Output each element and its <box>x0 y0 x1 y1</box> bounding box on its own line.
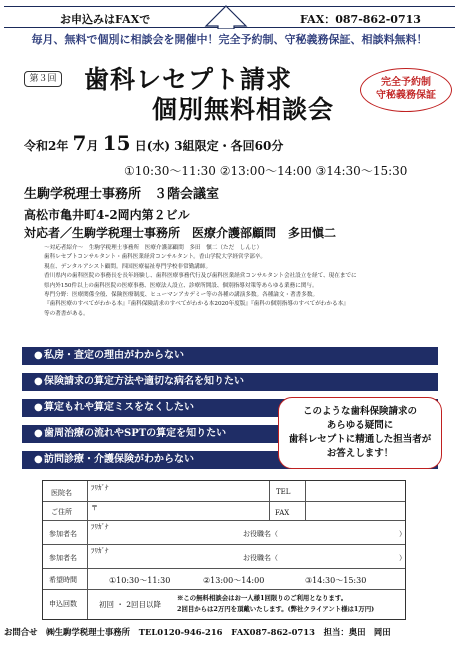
clinic-name-field[interactable] <box>91 491 265 500</box>
tel-label: TEL <box>276 488 291 496</box>
bullet-icon: ● <box>34 454 43 465</box>
title-line-1: 歯科レセプト請求 <box>84 65 293 94</box>
concern-item: ●保険請求の算定方法や適切な病名を知りたい <box>22 373 438 391</box>
date-weekday: (水) <box>146 139 171 153</box>
footer-tel: TEL0120-946-216 <box>138 627 223 637</box>
bullet-icon: ● <box>34 350 43 361</box>
footer-fax: FAX087-862-0713 <box>231 627 315 637</box>
arrow-up-icon <box>202 5 250 29</box>
date-month-unit: 月 <box>86 139 99 153</box>
date-month: 7 <box>72 131 87 155</box>
footer-staff: 担当：奥田 岡田 <box>323 627 391 637</box>
banner: 毎月、無料で個別に相談会を開催中！完全予約制、守秘義務保証、相談料無料！ <box>31 33 428 46</box>
time-label: 希望時間 <box>49 576 77 584</box>
fax-field[interactable] <box>309 503 403 518</box>
callout-line-2: あらゆる疑問に <box>326 420 394 431</box>
session-tag: 第３回 <box>24 71 62 87</box>
postal-mark: 〒 <box>91 504 98 512</box>
bio-heading: ～対応者紹介～ 生駒学税理士事務所 医療介護部顧問 多田 愼二（ただ しんじ） <box>44 245 263 251</box>
bio-line: 香川県内の歯科医院の事務長を長年経験し、歯科医療事務代行及び歯科医業経営コンサルタント会社設立を経て、現在までに <box>44 273 357 280</box>
top-bar <box>4 6 455 28</box>
address-label: ご住所 <box>51 508 72 516</box>
participant-name-field-1[interactable] <box>91 531 231 542</box>
clinic-label: 医院名 <box>51 489 72 497</box>
capacity-text: 3組限定・各回60分 <box>174 139 284 153</box>
title-line-2: 個別無料相談会 <box>152 95 335 124</box>
role-field-1[interactable] <box>283 527 393 539</box>
reservation-badge <box>360 68 452 112</box>
count-note-1: ※この無料相談会はお一人様1回限りのご利用となります。 <box>177 594 348 602</box>
responder: 対応者／生駒学税理士事務所 医療介護部顧問 多田愼二 <box>24 226 337 240</box>
bullet-icon: ● <box>34 428 43 439</box>
date-day-unit: 日 <box>134 139 147 153</box>
count-options[interactable]: 初回 ・ 2回目以降 <box>99 600 162 609</box>
bullet-icon: ● <box>34 376 43 387</box>
count-label: 申込回数 <box>49 600 77 608</box>
clinic-furigana: ﾌﾘｶﾞﾅ <box>91 484 109 492</box>
fax-number: FAX：087-862-0713 <box>300 13 421 26</box>
concern-item: ●歯周治療の流れやSPTの算定を知りたい <box>22 425 438 443</box>
callout-box <box>278 397 442 469</box>
venue-address: 高松市亀井町4-2岡内第２ビル <box>24 208 190 222</box>
concern-item: ●訪問診療・介護保険がわからない <box>22 451 438 469</box>
role-label-1: お役職名（ <box>243 530 278 538</box>
role-label-2: お役職名（ <box>243 554 278 562</box>
bullet-icon: ● <box>34 402 43 413</box>
participant-furigana-1: ﾌﾘｶﾞﾅ <box>91 523 109 531</box>
bio-line: 等の著書がある。 <box>44 310 89 317</box>
role-close-1: ） <box>399 530 406 538</box>
fax-label: FAX <box>275 509 290 517</box>
bio-line: 『歯科医療のすべてがわかる本』『歯科保険請求のすべてがわかる本2020年度版』『歯科の個別指導のすべてがわかる本』 <box>44 301 349 308</box>
apply-by-fax-text: お申込みはFAXで <box>60 13 151 26</box>
footer-label: お問合せ <box>4 627 38 637</box>
venue-name: 生駒学税理士事務所 ３階会議室 <box>24 187 220 202</box>
role-close-2: ） <box>399 554 406 562</box>
date-day: 15 <box>102 131 131 155</box>
time-slots: ①10:30～11:30 ②13:00～14:00 ③14:30～15:30 <box>124 164 408 178</box>
responder-bio <box>44 244 444 319</box>
bio-line: 専門分野：医療関係全般、保険医療制度、ヒューマンアカデミー等の各種の講演多数。各種論文・著書多数。 <box>44 292 319 299</box>
count-note-2: 2回目からは2万円を頂戴いたします。(弊社クライアント様は1万円) <box>177 605 375 613</box>
footer <box>4 626 455 638</box>
time-option-2[interactable]: ②13:00～14:00 <box>203 576 265 585</box>
concern-item: ●私房・査定の理由がわからない <box>22 347 438 365</box>
concern-item: ●算定もれや算定ミスをなくしたい <box>22 399 438 417</box>
application-form <box>42 480 406 620</box>
participant-label-1: 参加者名 <box>49 530 77 538</box>
badge-line-1: 完全予約制 <box>381 77 431 88</box>
bio-line: 現在、デンタルアシスト顧問。四国医療福祉専門学校非常勤講師。 <box>44 263 212 270</box>
participant-label-2: 参加者名 <box>49 554 77 562</box>
participant-furigana-2: ﾌﾘｶﾞﾅ <box>91 547 109 555</box>
callout-line-3: 歯科レセプトに精通した担当者が <box>288 434 432 445</box>
event-date <box>24 131 283 155</box>
callout-line-1: このような歯科保険請求の <box>302 406 417 417</box>
time-option-1[interactable]: ①10:30～11:30 <box>109 576 171 585</box>
bio-line: 県内外150件以上の歯科医院の医療事務、医療法人設立、診療所開設、個別指導対策等あらゆる業務に関与。 <box>44 282 318 289</box>
participant-name-field-2[interactable] <box>91 555 231 566</box>
role-field-2[interactable] <box>283 551 393 563</box>
address-field[interactable] <box>91 510 265 519</box>
time-option-3[interactable]: ③14:30～15:30 <box>305 576 367 585</box>
date-era: 令和2年 <box>24 139 69 153</box>
tel-field[interactable] <box>309 484 403 499</box>
callout-line-4: お答えします！ <box>326 448 394 459</box>
footer-office: ㈱生駒学税理士事務所 <box>46 627 130 637</box>
badge-line-2: 守秘義務保証 <box>376 90 436 101</box>
bio-line: 歯科レセプトコンサルタント・歯科医業経営コンサルタント。香山学院大学経営学部卒。 <box>44 254 267 261</box>
